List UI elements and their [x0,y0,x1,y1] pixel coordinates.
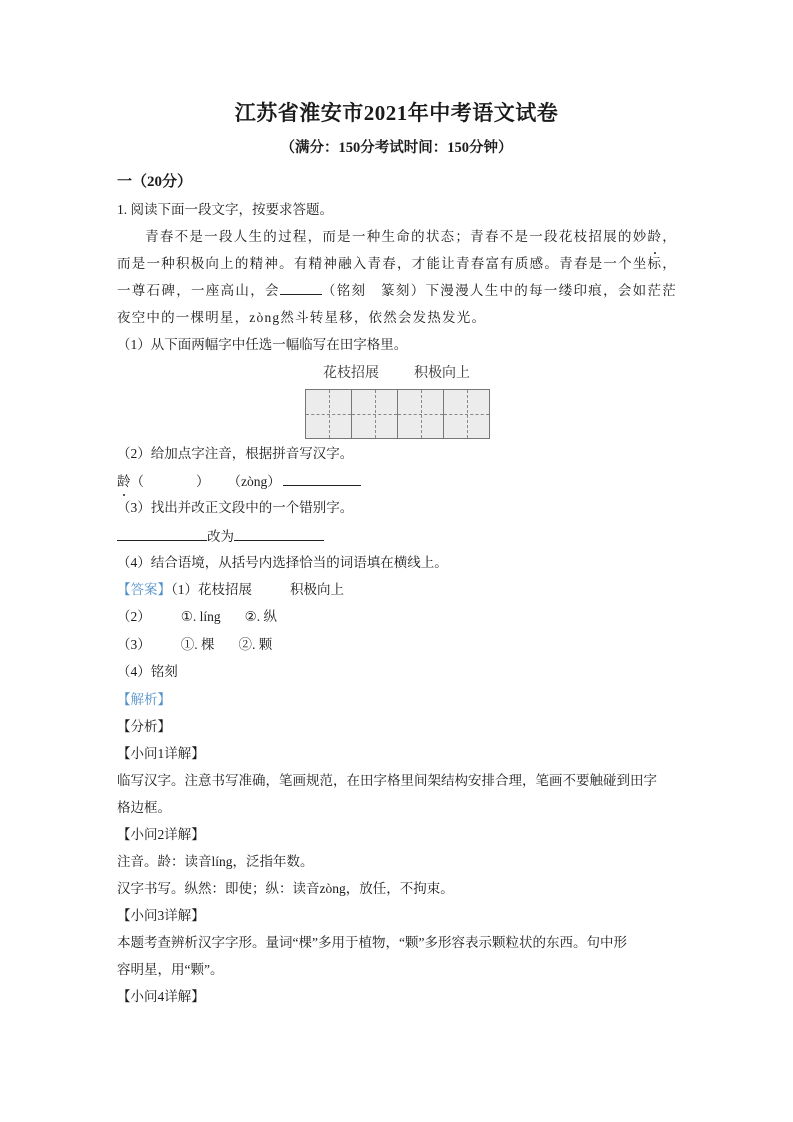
pinyin-hint: （zòng） [227,474,281,489]
wrong-character-blank[interactable] [117,526,207,541]
question-prompt: 1. 阅读下面一段文字，按要求答题。 [117,202,333,217]
tianzige-grid [305,389,490,439]
answer-line-3 [117,635,272,655]
subquestion-3-answer-line [117,526,324,547]
q2-detail-text-2: 汉字书写。纵然：即使；纵：读音zòng，放任，不拘束。 [117,881,454,896]
q3-detail-text-2: 容明星，用“颗”。 [117,962,224,977]
answer-line-4: （4）铭刻 [117,664,178,679]
answer-3-prefix: （3） [117,637,151,652]
answer-2-prefix: （2） [117,609,151,624]
q3-detail-text-1: 本题考查辨析汉字字形。量词“棵”多用于植物，“颗”多形容表示颗粒状的东西。句中形 [117,935,627,950]
answer-3-part-2: ②. 颗 [238,637,273,652]
calligraphy-option-2: 积极向上 [414,366,470,381]
answer-label: 【答案】 [117,582,171,597]
grid-cell[interactable] [444,390,489,438]
answer-1-prefix: （1） [171,582,198,597]
subquestion-4-prompt: （4）结合语境，从括号内选择恰当的词语填在横线上。 [117,555,448,570]
correct-character-blank[interactable] [234,526,324,541]
passage-part-1: 青春不是一段人生的过程，而是一种生命的状态；青春不是一段花枝招展的妙 [145,229,648,244]
q1-detail-text-2: 格边框。 [117,800,171,815]
grid-cell[interactable] [306,390,352,438]
q2-detail-text-1: 注音。龄：读音líng，泛指年数。 [117,854,314,869]
answer-line-2 [117,607,277,627]
answer-1-option-1: 花枝招展 [198,582,252,597]
answer-line-1 [117,580,344,600]
grid-cell[interactable] [398,390,444,438]
passage-part-2: ，而是一种积极向上的精神。有精神融入青春，才能让青春富有质感。青春是一个坐标，一尊石碑，一座高山，会 [117,229,677,298]
reading-passage [117,223,677,331]
q3-detail-heading: 【小问3详解】 [117,908,205,923]
q2-detail-heading: 【小问2详解】 [117,827,205,842]
dotted-character: 龄 [648,223,663,250]
character-blank[interactable] [283,471,361,486]
analysis-label: 【解析】 [117,692,171,707]
answer-2-part-2: ②. 纵 [244,609,277,624]
subquestion-3-prompt: （3）找出并改正文段中的一个错别字。 [117,500,354,515]
paren-open: （ [130,474,144,489]
answer-3-part-1: ①. 棵 [180,637,215,652]
fill-in-blank[interactable] [280,280,322,295]
q1-detail-heading: 【小问1详解】 [117,746,205,761]
calligraphy-option-1: 花枝招展 [323,366,379,381]
answer-1-option-2: 积极向上 [290,582,344,597]
exam-info: （满分：150分考试时间：150分钟） [280,140,513,156]
answer-2-part-1: ①. líng [180,609,221,624]
paren-close: ） [196,474,210,489]
page-title: 江苏省淮安市2021年中考语文试卷 [234,101,559,125]
subquestion-2-answer-line [117,471,361,492]
change-to-label: 改为 [207,529,234,544]
q4-detail-heading: 【小问4详解】 [117,989,205,1004]
subquestion-1-prompt: （1）从下面两幅字中任选一幅临写在田字格里。 [117,337,408,352]
fenxi-heading: 【分析】 [117,719,171,734]
subquestion-2-prompt: （2）给加点字注音，根据拼音写汉字。 [117,446,354,461]
section-heading: 一（20分） [117,174,193,190]
passage-part-3: （铭刻 篆刻）下漫漫人生中的每一缕印痕，会如茫茫夜空中的一棵明星，zòng然斗转星移，依然会发热发光。 [117,283,677,325]
grid-cell[interactable] [352,390,398,438]
dotted-character: 龄 [117,472,131,492]
q1-detail-text-1: 临写汉字。注意书写准确，笔画规范，在田字格里间架结构安排合理，笔画不要触碰到田字 [117,773,657,788]
